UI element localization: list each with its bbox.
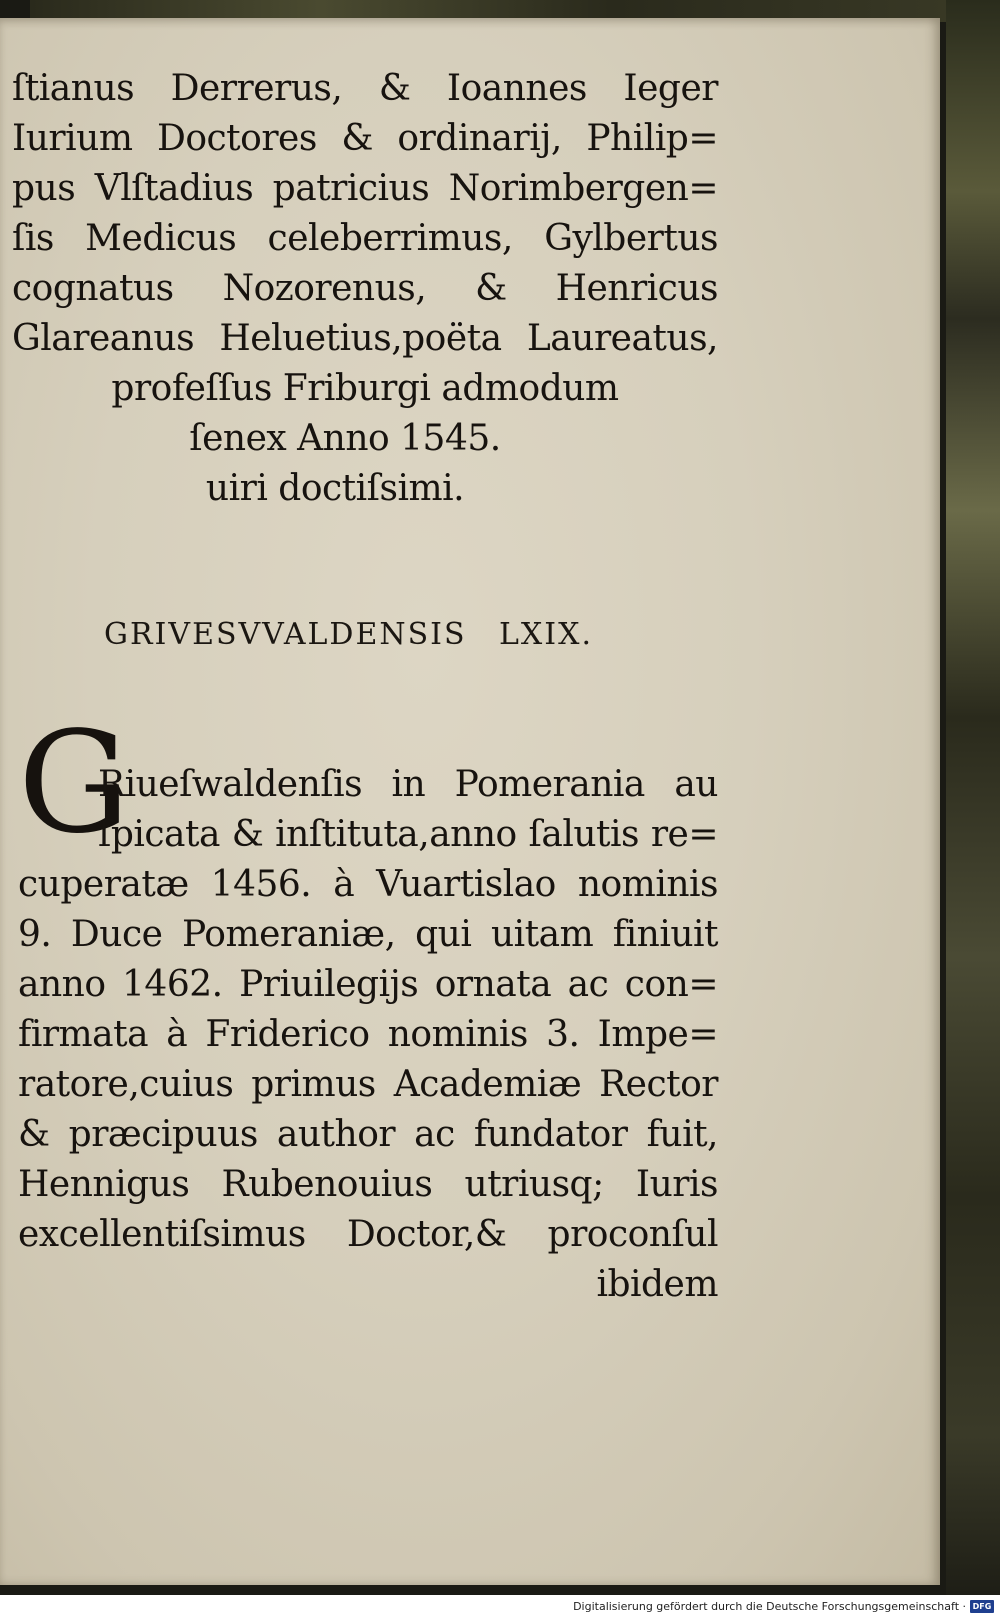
text-line: ſtianus Derrerus, & Ioannes Ieger xyxy=(12,68,718,109)
binding-cloth-right xyxy=(946,0,1000,1595)
text-line: Hennigus Rubenouius utriusq; Iuris xyxy=(18,1164,718,1205)
top-paragraph xyxy=(12,64,718,514)
section-number: LXIX. xyxy=(499,617,594,652)
text-line: firmata à Friderico nominis 3. Impe= xyxy=(18,1014,718,1055)
book-page xyxy=(0,18,940,1585)
text-line: ratore,cuius primus Academiæ Rector xyxy=(18,1064,718,1105)
text-line: Riueſwaldenſis in Pomerania au xyxy=(98,764,718,805)
text-line: cognatus Nozorenus, & Henricus xyxy=(12,268,718,309)
funding-credit: Digitalisierung gefördert durch die Deutsche Forschungsgemeinschaft · xyxy=(573,1600,966,1613)
text-line: Iurium Doctores & ordinarij, Philip= xyxy=(12,118,718,159)
text-line: excellentiſsimus Doctor,& proconſul xyxy=(18,1214,718,1255)
text-line: ſpicata & inſtituta,anno ſalutis re= xyxy=(98,814,718,855)
text-line: profeſſus Friburgi admodum xyxy=(111,368,619,409)
drop-cap-initial: G xyxy=(18,702,130,865)
body-paragraph xyxy=(18,760,718,1310)
text-line: ſenex Anno 1545. xyxy=(189,418,501,459)
section-heading xyxy=(104,610,624,660)
text-line: pus Vlſtadius patricius Norimbergen= xyxy=(12,168,718,209)
text-line: cuperatæ 1456. à Vuartislao nominis xyxy=(18,864,718,905)
text-line: uiri doctiſsimi. xyxy=(205,468,465,509)
text-line: & præcipuus author ac fundator fuit, xyxy=(18,1114,718,1155)
dfg-logo-icon: DFG xyxy=(970,1600,994,1613)
footer-bar xyxy=(0,1597,1000,1617)
catchword: ibidem xyxy=(596,1264,718,1305)
text-line: anno 1462. Priuilegijs ornata ac con= xyxy=(18,964,718,1005)
text-line: Glareanus Heluetius,poëta Laureatus, xyxy=(12,318,718,359)
text-line: ſis Medicus celeberrimus, Gylbertus xyxy=(12,218,718,259)
section-title: GRIVESVVALDENSIS xyxy=(104,617,467,652)
text-line: 9. Duce Pomeraniæ, qui uitam finiuit xyxy=(18,914,718,955)
